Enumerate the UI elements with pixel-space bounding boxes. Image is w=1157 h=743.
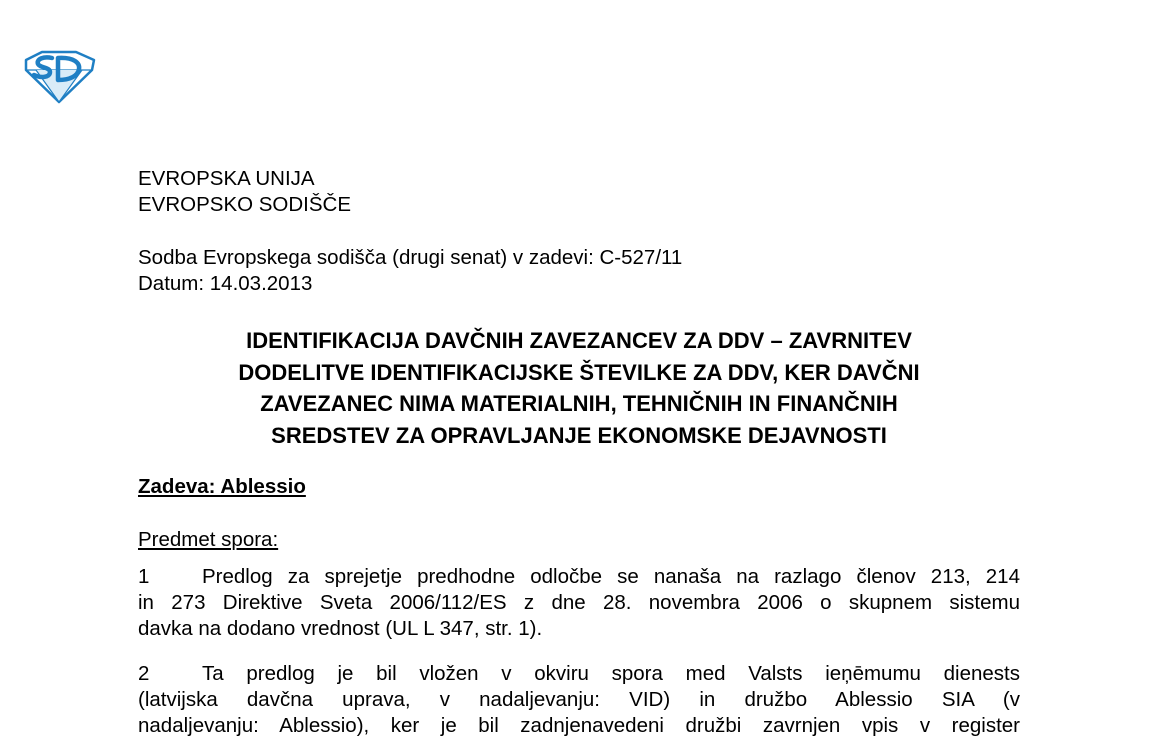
case-info bbox=[138, 245, 1020, 297]
paragraph-number: 2 bbox=[138, 662, 150, 685]
logo bbox=[22, 50, 96, 104]
case-reference: Sodba Evropskega sodišča (drugi senat) v zadevi: C-527/11 bbox=[138, 246, 683, 269]
paragraph-text: Ta predlog je bil vložen v okviru spora med Valsts ieņēmumu dienests bbox=[202, 662, 1020, 685]
subject-heading: Zadeva: Ablessio bbox=[138, 475, 306, 498]
sd-logo-icon bbox=[22, 50, 96, 104]
title-line-3: ZAVEZANEC NIMA MATERIALNIH, TEHNIČNIH IN FINANČNIH bbox=[260, 391, 898, 416]
court-header bbox=[138, 166, 1020, 218]
paragraph-2 bbox=[138, 661, 1020, 739]
paragraph-1-line-1 bbox=[138, 564, 1020, 590]
paragraph-2-line-3: nadaljevanju: Ablessio), ker je bil zadnjenavedeni družbi zavrnjen vpis v register bbox=[138, 714, 1020, 737]
paragraph-1-line-3: davka na dodano vrednost (UL L 347, str. 1). bbox=[138, 617, 543, 640]
paragraph-2-line-1 bbox=[138, 661, 1020, 687]
document-title bbox=[138, 325, 1020, 451]
case-date: Datum: 14.03.2013 bbox=[138, 272, 313, 295]
section-label: Predmet spora: bbox=[138, 528, 279, 551]
paragraph-2-line-2: (latvijska davčna uprava, v nadaljevanju: VID) in družbo Ablessio SIA (v bbox=[138, 688, 1020, 711]
header-eu: EVROPSKA UNIJA bbox=[138, 167, 315, 190]
title-line-1: IDENTIFIKACIJA DAVČNIH ZAVEZANCEV ZA DDV – ZAVRNITEV bbox=[246, 328, 912, 353]
paragraph-text: Predlog za sprejetje predhodne odločbe se nanaša na razlago členov 213, 214 bbox=[202, 565, 1020, 588]
paragraph-1-line-2: in 273 Direktive Sveta 2006/112/ES z dne 28. novembra 2006 o skupnem sistemu bbox=[138, 591, 1020, 614]
paragraph-number: 1 bbox=[138, 565, 150, 588]
title-line-2: DODELITVE IDENTIFIKACIJSKE ŠTEVILKE ZA DDV, KER DAVČNI bbox=[238, 359, 920, 385]
paragraph-1 bbox=[138, 564, 1020, 642]
title-line-4: SREDSTEV ZA OPRAVLJANJE EKONOMSKE DEJAVNOSTI bbox=[271, 422, 887, 448]
document bbox=[138, 166, 1020, 739]
header-court: EVROPSKO SODIŠČE bbox=[138, 193, 352, 216]
